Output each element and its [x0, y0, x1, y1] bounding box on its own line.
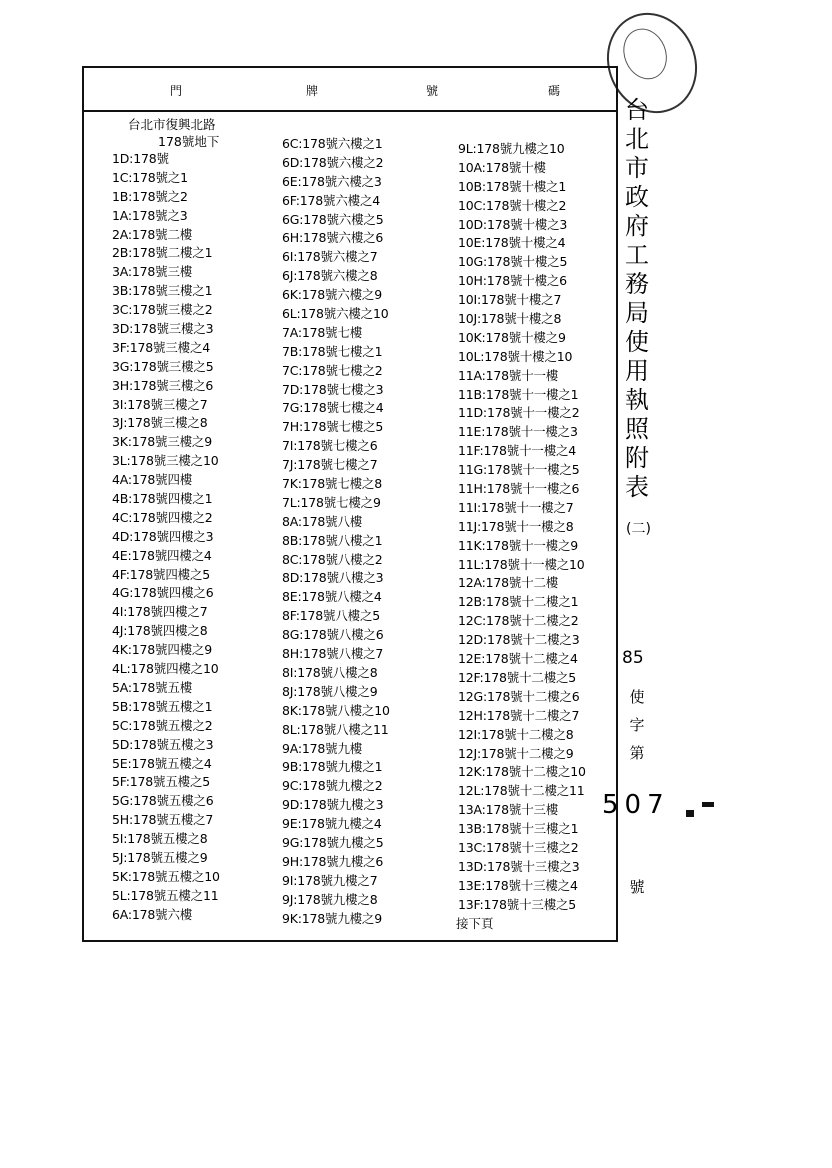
address-entry: 5I:178號五樓之8	[112, 831, 208, 847]
address-entry: 9E:178號九樓之4	[282, 816, 382, 832]
address-entry: 4C:178號四樓之2	[112, 509, 213, 525]
side-title-char: 市	[625, 154, 649, 182]
address-entry: 6H:178號六樓之6	[282, 230, 384, 246]
address-entry: 9A:178號九樓	[282, 740, 363, 756]
address-entry: 12I:178號十二樓之8	[458, 726, 574, 742]
address-entry: 11L:178號十一樓之10	[458, 556, 585, 572]
address-entry: 4L:178號四樓之10	[112, 661, 219, 677]
address-entry: 6A:178號六樓	[112, 906, 193, 922]
ink-speck	[702, 802, 714, 807]
address-entry: 6L:178號六樓之10	[282, 306, 389, 322]
side-title-char: 政	[625, 183, 649, 211]
address-entry: 11F:178號十一樓之4	[458, 443, 577, 459]
permit-word-2: 字	[629, 716, 645, 734]
side-title-char: 照	[625, 415, 649, 443]
address-entry: 4F:178號四樓之5	[112, 566, 210, 582]
address-entry: 4B:178號四樓之1	[112, 491, 213, 507]
permit-word-3: 第	[629, 744, 645, 762]
address-entry: 8K:178號八樓之10	[282, 702, 390, 718]
address-entry: 10L:178號十樓之10	[458, 348, 573, 364]
address-entry: 11A:178號十一樓	[458, 367, 559, 383]
address-entry: 3H:178號三樓之6	[112, 377, 214, 393]
address-column-3	[458, 140, 586, 915]
side-title-char: 執	[625, 386, 649, 414]
side-title-char: 表	[625, 473, 649, 501]
address-entry: 10D:178號十樓之3	[458, 216, 568, 232]
address-entry: 3C:178號三樓之2	[112, 302, 213, 318]
address-entry: 8A:178號八樓	[282, 513, 363, 529]
address-entry: 5K:178號五樓之10	[112, 868, 220, 884]
address-entry: 7H:178號七樓之5	[282, 419, 384, 435]
address-entry: 5D:178號五樓之3	[112, 736, 214, 752]
address-entry: 6K:178號六樓之9	[282, 287, 382, 303]
address-entry: 13B:178號十三樓之1	[458, 821, 579, 837]
seal-inner-ring	[616, 22, 674, 86]
address-entry: 8F:178號八樓之5	[282, 608, 380, 624]
address-entry: 11K:178號十一樓之9	[458, 537, 579, 553]
address-entry: 4K:178號四樓之9	[112, 642, 212, 658]
address-entry: 10K:178號十樓之9	[458, 329, 566, 345]
address-entry: 7B:178號七樓之1	[282, 343, 383, 359]
address-entry: 6C:178號六樓之1	[282, 136, 383, 151]
address-entry: 13C:178號十三樓之2	[458, 839, 579, 855]
address-entry: 7A:178號七樓	[282, 324, 363, 340]
address-entry: 3A:178號三樓	[112, 264, 193, 280]
address-entry: 8B:178號八樓之1	[282, 532, 383, 548]
address-entry: 3J:178號三樓之8	[112, 415, 208, 431]
address-entry: 10B:178號十樓之1	[458, 178, 567, 194]
address-entry: 12L:178號十二樓之11	[458, 783, 585, 799]
side-title-char: 局	[625, 299, 649, 327]
address-entry: 5L:178號五樓之11	[112, 887, 219, 903]
address-entry: 13A:178號十三樓	[458, 802, 559, 818]
street-name: 台北市復興北路	[128, 117, 216, 132]
address-entry: 9G:178號九樓之5	[282, 834, 384, 850]
address-entry: 10C:178號十樓之2	[458, 197, 567, 213]
address-entry: 5J:178號五樓之9	[112, 849, 208, 865]
address-entry: 4J:178號四樓之8	[112, 623, 208, 639]
address-entry: 8L:178號八樓之11	[282, 721, 389, 737]
address-entry: 11J:178號十一樓之8	[458, 518, 574, 534]
address-entry: 8G:178號八樓之6	[282, 627, 384, 643]
address-entry: 7I:178號七樓之6	[282, 438, 378, 454]
address-entry: 10J:178號十樓之8	[458, 311, 562, 327]
side-title-char: 府	[625, 212, 649, 240]
side-title-char: 用	[625, 357, 649, 385]
address-entry: 11B:178號十一樓之1	[458, 386, 579, 402]
address-entry: 3K:178號三樓之9	[112, 434, 212, 450]
address-entry: 12J:178號十二樓之9	[458, 745, 574, 761]
address-entry: 7D:178號七樓之3	[282, 381, 384, 397]
address-entry: 2B:178號二樓之1	[112, 245, 213, 261]
address-entry: 4E:178號四樓之4	[112, 547, 212, 563]
address-entry: 12A:178號十二樓	[458, 575, 559, 591]
address-entry: 9J:178號九樓之8	[282, 891, 378, 907]
address-entry: 7J:178號七樓之7	[282, 457, 378, 473]
address-entry: 5E:178號五樓之4	[112, 755, 212, 771]
side-title	[622, 96, 652, 502]
address-entry: 13F:178號十三樓之5	[458, 896, 577, 912]
address-entry: 6J:178號六樓之8	[282, 268, 378, 284]
address-entry: 7C:178號七樓之2	[282, 362, 383, 378]
address-entry: 3G:178號三樓之5	[112, 358, 214, 374]
address-entry: 3D:178號三樓之3	[112, 321, 214, 337]
side-title-char: 附	[625, 444, 649, 472]
address-entry: 5C:178號五樓之2	[112, 717, 213, 733]
address-entry: 4G:178號四樓之6	[112, 585, 214, 601]
address-entry: 10E:178號十樓之4	[458, 235, 566, 251]
side-title-char: 工	[625, 241, 649, 269]
side-title-char: 使	[625, 328, 649, 356]
address-entry: 4I:178號四樓之7	[112, 604, 208, 620]
header-char-2: 牌	[306, 84, 319, 98]
address-entry: 8I:178號八樓之8	[282, 664, 378, 680]
address-entry: 9H:178號九樓之6	[282, 853, 384, 869]
address-entry: 12K:178號十二樓之10	[458, 764, 586, 780]
permit-word-last: 號	[629, 878, 645, 896]
table-header	[84, 68, 616, 112]
address-entry: 12F:178號十二樓之5	[458, 669, 577, 685]
address-entry: 3I:178號三樓之7	[112, 396, 208, 412]
address-entry: 7K:178號七樓之8	[282, 476, 382, 492]
address-entry: 7L:178號七樓之9	[282, 494, 381, 510]
header-char-3: 號	[426, 84, 439, 98]
address-entry: 4D:178號四樓之3	[112, 528, 214, 544]
continued-note: 接下頁	[456, 916, 494, 931]
address-entry: 3L:178號三樓之10	[112, 453, 219, 469]
header-char-1: 門	[170, 84, 183, 98]
side-title-char: 北	[625, 125, 649, 153]
address-entry: 12D:178號十二樓之3	[458, 632, 580, 648]
address-entry: 12E:178號十二樓之4	[458, 651, 578, 667]
address-entry: 11D:178號十一樓之2	[458, 405, 580, 421]
side-title-char: 務	[625, 270, 649, 298]
header-char-4: 碼	[548, 84, 561, 98]
address-entry: 13E:178號十三樓之4	[458, 877, 578, 893]
address-entry: 8H:178號八樓之7	[282, 646, 384, 662]
address-entry: 5A:178號五樓	[112, 679, 193, 695]
permit-number: 507	[602, 790, 670, 820]
address-entry: 11H:178號十一樓之6	[458, 481, 580, 497]
address-entry: 5F:178號五樓之5	[112, 774, 210, 790]
address-entry: 8J:178號八樓之9	[282, 683, 378, 699]
address-entry: 5H:178號五樓之7	[112, 812, 214, 828]
address-entry: 2A:178號二樓	[112, 226, 193, 242]
address-entry: 8C:178號八樓之2	[282, 551, 383, 567]
address-column-2	[282, 135, 390, 928]
address-entry: 12G:178號十二樓之6	[458, 688, 580, 704]
side-title-suffix: (二)	[626, 521, 651, 537]
address-entry: 6D:178號六樓之2	[282, 154, 384, 170]
address-entry: 11E:178號十一樓之3	[458, 424, 578, 440]
address-entry: 12B:178號十二樓之1	[458, 594, 579, 610]
address-entry: 9L:178號九樓之10	[458, 141, 565, 156]
address-entry: 1A:178號之3	[112, 207, 188, 223]
permit-word-1: 使	[629, 688, 645, 706]
address-entry: 8D:178號八樓之3	[282, 570, 384, 586]
address-entry: 3F:178號三樓之4	[112, 339, 210, 355]
address-entry: 6F:178號六樓之4	[282, 192, 380, 208]
address-entry: 5B:178號五樓之1	[112, 698, 213, 714]
address-entry: 6E:178號六樓之3	[282, 173, 382, 189]
address-entry: 10A:178號十樓	[458, 159, 546, 175]
address-entry: 8E:178號八樓之4	[282, 589, 382, 605]
address-entry: 9I:178號九樓之7	[282, 872, 378, 888]
address-entry: 6I:178號六樓之7	[282, 249, 378, 265]
address-entry: 9K:178號九樓之9	[282, 910, 382, 926]
address-entry: 3B:178號三樓之1	[112, 283, 213, 299]
address-entry: 9B:178號九樓之1	[282, 759, 383, 775]
address-column-1	[112, 150, 220, 925]
address-entry: 6G:178號六樓之5	[282, 211, 384, 227]
address-entry: 5G:178號五樓之6	[112, 793, 214, 809]
basement-entry: 178號地下	[158, 134, 220, 149]
address-entry: 1D:178號	[112, 151, 169, 166]
address-entry: 13D:178號十三樓之3	[458, 858, 580, 874]
address-entry: 7G:178號七樓之4	[282, 400, 384, 416]
ink-speck	[686, 810, 694, 817]
address-entry: 9C:178號九樓之2	[282, 778, 383, 794]
address-entry: 10G:178號十樓之5	[458, 254, 568, 270]
address-entry: 12H:178號十二樓之7	[458, 707, 580, 723]
address-entry: 4A:178號四樓	[112, 472, 193, 488]
permit-year: 85	[622, 648, 644, 668]
address-entry: 12C:178號十二樓之2	[458, 613, 579, 629]
address-entry: 11I:178號十一樓之7	[458, 499, 574, 515]
address-entry: 9D:178號九樓之3	[282, 797, 384, 813]
address-entry: 1C:178號之1	[112, 169, 188, 185]
address-entry: 11G:178號十一樓之5	[458, 462, 580, 478]
address-entry: 1B:178號之2	[112, 188, 188, 204]
address-entry: 10H:178號十樓之6	[458, 273, 567, 289]
address-entry: 10I:178號十樓之7	[458, 292, 562, 308]
side-title-char: 台	[625, 96, 649, 124]
